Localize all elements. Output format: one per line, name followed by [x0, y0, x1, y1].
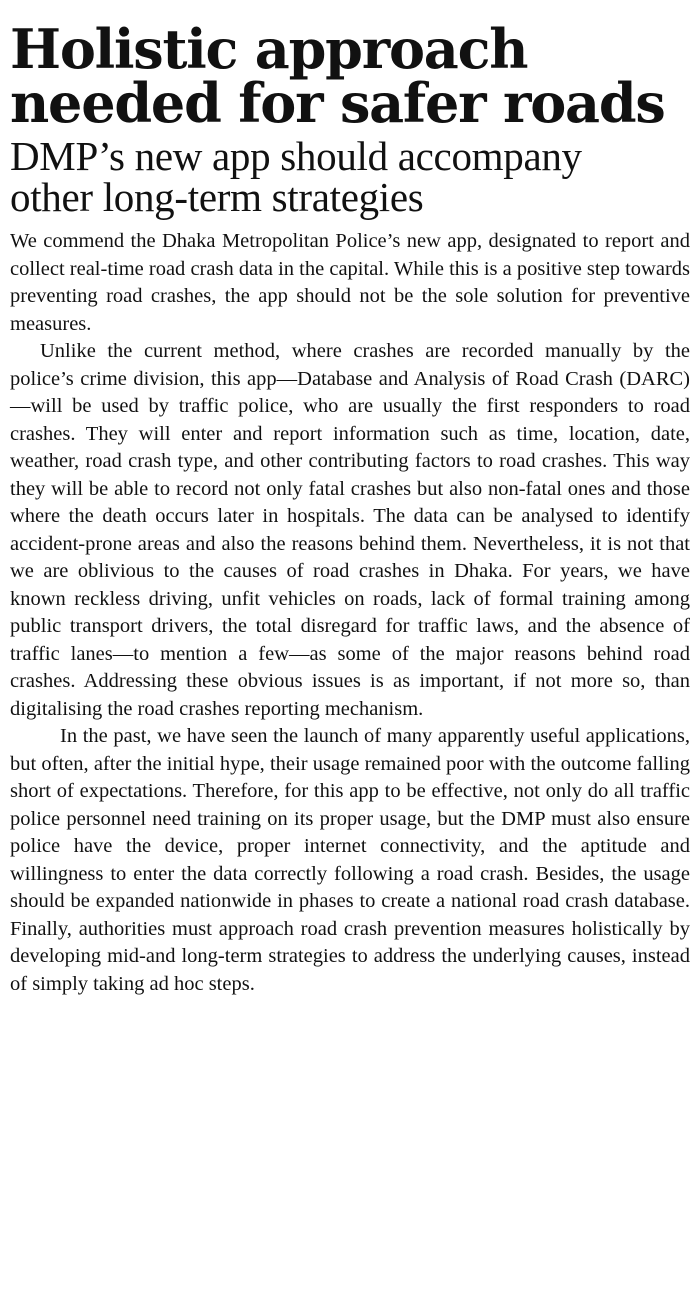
- editorial-article: [10, 0, 690, 998]
- subheadline: [10, 133, 690, 220]
- paragraph-3: In the past, we have seen the launch of many apparently useful applications, but often, after the initial hype, their usage remained poor with the outcome falling short of expectations. Therefore, for this app to be effective, not only do all traffic police personnel need training on its proper usage, but the DMP must also ensure police have the device, proper internet connectivity, and the aptitude and willingness to enter the data correctly following a road crash. Besides, the usage should be expanded nationwide in phases to create a national road crash database. Finally, authorities must approach road crash prevention measures holistically by developing mid-and long-term strategies to address the underlying causes, instead of simply taking ad hoc steps.: [10, 725, 690, 995]
- paragraph-2: Unlike the current method, where crashes are recorded manually by the police’s crime division, this app—Database and Analysis of Road Crash (DARC)—will be used by traffic police, who are usually the first responders to road crashes. They will enter and report information such as time, location, date, weather, road crash type, and other contributing factors to road crashes. This way they will be able to record not only fatal crashes but also non-fatal ones and those where the death occurs later in hospitals. The data can be analysed to identify accident-prone areas and also the reasons behind them. Nevertheless, it is not that we are oblivious to the causes of road crashes in Dhaka. For years, we have known reckless driving, unfit vehicles on roads, lack of formal training among public transport drivers, the total disregard for traffic laws, and the absence of traffic lanes—to mention a few—as some of the major reasons behind road crashes. Addressing these obvious issues is as important, if not more so, than digitalising the road crashes reporting mechanism.: [10, 340, 690, 720]
- headline-line-1: Holistic approach: [10, 17, 528, 81]
- subheadline-line-2: other long-term strategies: [10, 174, 424, 220]
- paragraph-1: We commend the Dhaka Metropolitan Police’s new app, designated to report and collect real-time road crash data in the capital. While this is a positive step towards preventing road crashes, the app should not be the sole solution for preventive measures.: [10, 230, 690, 335]
- article-body: [10, 228, 690, 998]
- headline: [10, 0, 690, 135]
- subheadline-line-1: DMP’s new app should accompany: [10, 133, 582, 179]
- headline-line-2: needed for safer roads: [10, 71, 665, 135]
